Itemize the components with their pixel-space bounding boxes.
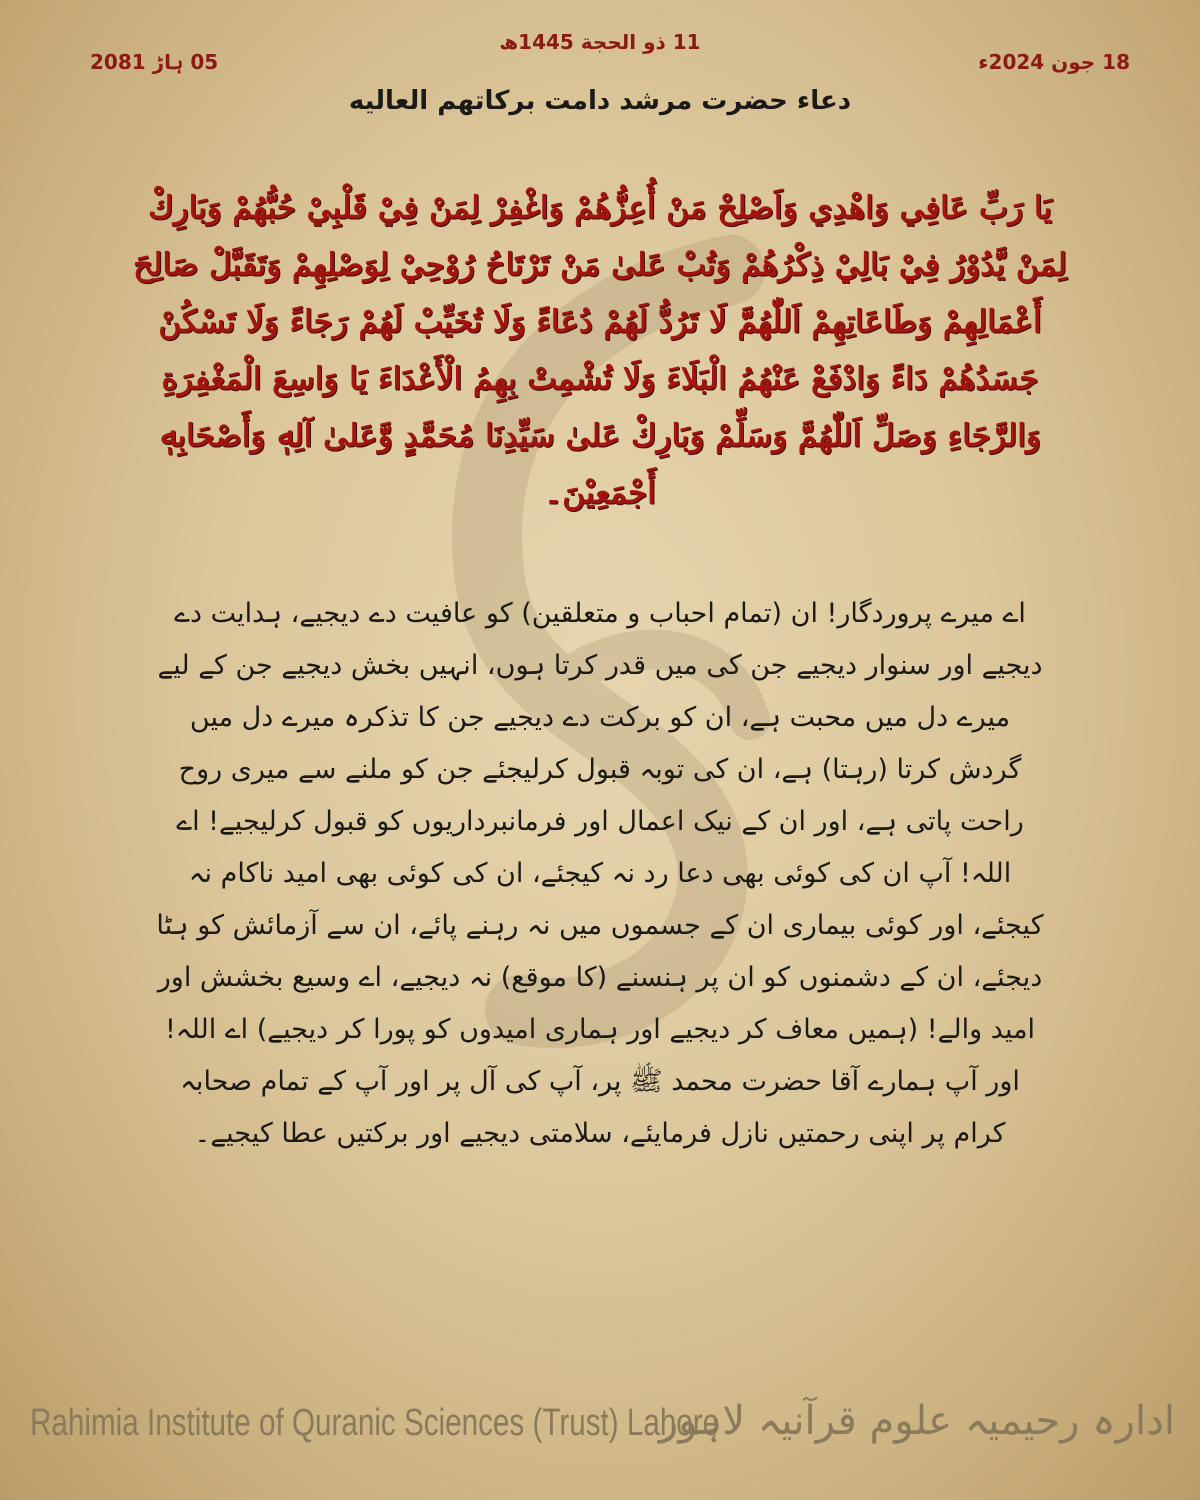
- institute-logo-calligraphy: ادارہ رحیمیہ علوم قرآنیہ لاہور: [658, 1398, 1175, 1444]
- page-title: دعاء حضرت مرشد دامت برکاتهم العالیه: [348, 86, 852, 116]
- gregorian-date: 18 جون 2024ء: [978, 50, 1130, 74]
- hijri-date: 11 ذو الحجة 1445ھ: [499, 30, 701, 54]
- arabic-dua-text: يَا رَبِّ عَافِي وَاهْدِي وَاَصْلِحْ مَنْ أُعِزُّهُمْ وَاغْفِرْ لِمَنْ فِيْ قَلْبِيْ حُبُّهُمْ وَبَارِكْ لِمَنْ يَّدُوْرُ فِيْ بَالِيْ ذِكْرُهُمْ وَتُبْ عَلىٰ مَنْ تَرْتَاحُ رُوْحِيْ لِوَصْلِهِمْ وَتَقَبَّلْ صَالِحَ أَعْمَالِهِمْ وَطَاعَاتِهِمْ اَللّٰهُمَّ لَا تَرُدُّ لَهُمْ دُعَاءً وَلَا تُخَيِّبْ لَهُمْ رَجَاءً وَلَا تَسْكُنْ جَسَدُهُمْ دَاءً وَادْفَعْ عَنْهُمُ الْبَلَاءَ وَلَا تُشْمِتْ بِهِمُ الْأَعْدَاءَ يَا وَاسِعَ الْمَغْفِرَةِ وَالرَّجَاءِ وَصَلِّ اَللّٰهُمَّ وَسَلِّمْ وَبَارِكْ عَلىٰ سَيِّدِنَا مُحَمَّدٍ وَّعَلىٰ آلِهٖ وَأَصْحَابِهٖ أَجْمَعِيْنَ۔: [133, 190, 1067, 511]
- bikrami-date: 05 ہاڑ 2081: [90, 50, 219, 74]
- urdu-translation-text: اے میرے پروردگار! ان (تمام احباب و متعلقین) کو عافیت دے دیجیے، ہدایت دے دیجیے اور سنوار دیجیے جن کی میں قدر کرتا ہوں، انہیں بخش دیجیے جن کے لیے میرے دل میں محبت ہے، ان کو برکت دے دیجیے جن کا تذکرہ میرے دل میں گردش کرتا (رہتا) ہے، ان کی توبہ قبول کرلیجئے جن کو ملنے سے میری روح راحت پاتی ہے، اور ان کے نیک اعمال اور فرمانبرداریوں کو قبول کرلیجیے! اے اللہ! آپ ان کی کوئی بھی دعا رد نہ کیجئے، ان کی کوئی بھی امید ناکام نہ کیجئے، اور کوئی بیماری ان کے جسموں میں نہ رہنے پائے، ان سے آزمائش کو ہٹا دیجئے، ان کے دشمنوں کو ان پر ہنسنے (کا موقع) نہ دیجیے، اے وسیع بخشش اور امید والے! (ہمیں معاف کر دیجیے اور ہماری امیدوں کو پورا کر دیجیے) اے اللہ! اور آپ ہمارے آقا حضرت محمد ﷺ پر، آپ کی آل پر اور آپ کے تمام صحابہ کرام پر اپنی رحمتیں نازل فرمایئے، سلامتی دیجیے اور برکتیں عطا کیجیے۔: [156, 598, 1044, 1149]
- institute-name-english: Rahimia Institute of Quranic Sciences (Trust) Lahore: [30, 1402, 720, 1444]
